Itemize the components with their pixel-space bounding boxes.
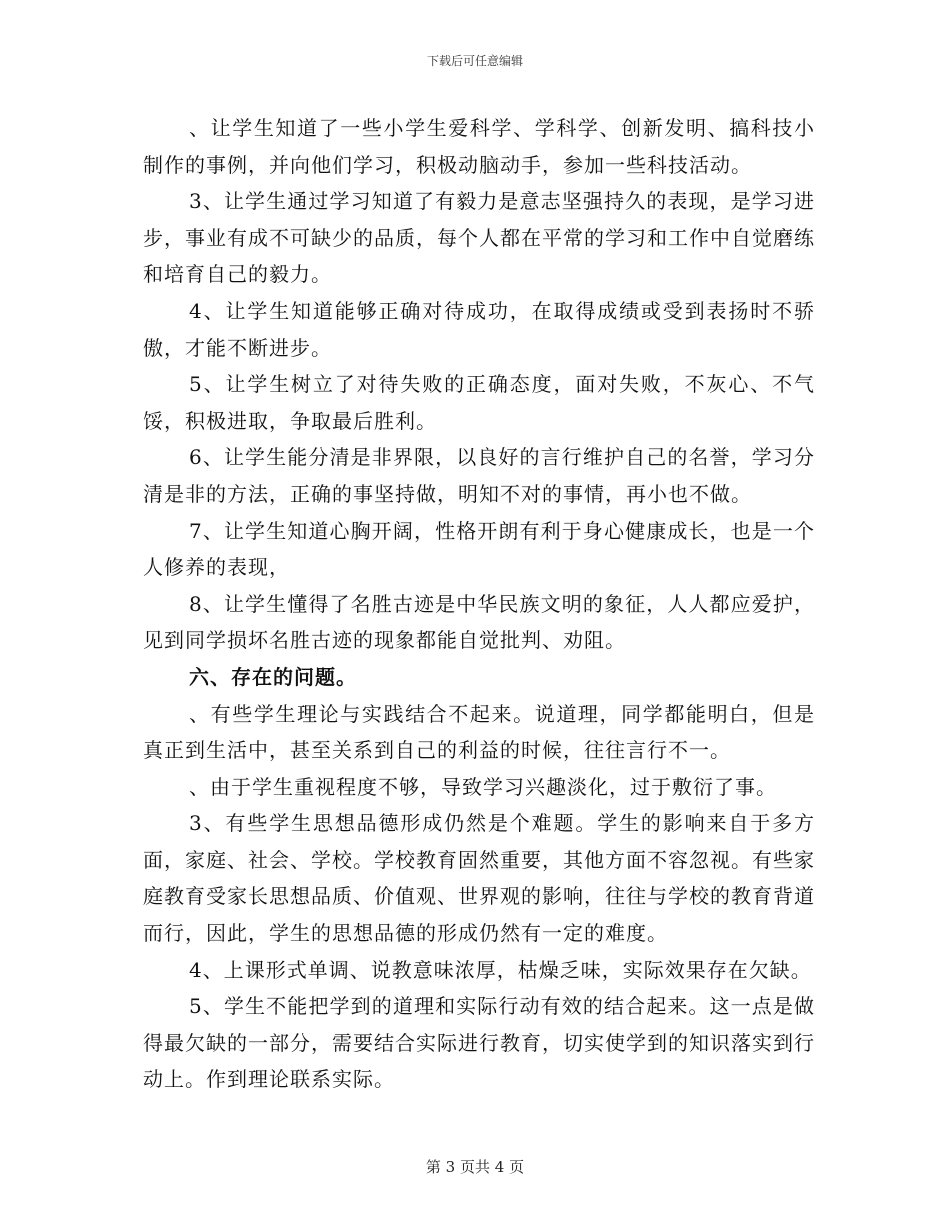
page-footer: 第 3 页共 4 页	[425, 1158, 525, 1176]
problem-item-1: 、有些学生理论与实践结合不起来。说道理，同学都能明白，但是真正到生活中，甚至关系到自己的利益的时候，往往言行不一。	[143, 701, 815, 763]
paragraph-item-3: 3、让学生通过学习知道了有毅力是意志坚强持久的表现，是学习进步，事业有成不可缺少的品质，每个人都在平常的学习和工作中自觉磨练和培育自己的毅力。	[143, 189, 815, 287]
problem-item-5: 5、学生不能把学到的道理和实际行动有效的结合起来。这一点是做得最欠缺的一部分，需要结合实际进行教育，切实使学到的知识落实到行动上。作到理论联系实际。	[143, 994, 815, 1092]
paragraph-item-8: 8、让学生懂得了名胜古迹是中华民族文明的象征，人人都应爱护，见到同学损坏名胜古迹的现象都能自觉批判、劝阻。	[143, 591, 815, 653]
section-heading-problems: 六、存在的问题。	[189, 664, 357, 689]
problem-item-2: 、由于学生重视程度不够，导致学习兴趣淡化，过于敷衍了事。	[189, 774, 777, 799]
page-header: 下载后可任意编辑	[426, 54, 523, 68]
paragraph-item-5: 5、让学生树立了对待失败的正确态度，面对失败，不灰心、不气馁，积极进取，争取最后胜利。	[143, 372, 815, 433]
problem-item-3: 3、有些学生思想品德形成仍然是个难题。学生的影响来自于多方面，家庭、社会、学校。学校教育固然重要，其他方面不容忽视。有些家庭教育受家长思想品质、价值观、世界观的影响，往往与学校的教育背道而行，因此，学生的思想品德的形成仍然有一定的难度。	[143, 811, 815, 946]
paragraph-item-2: 、让学生知道了一些小学生爱科学、学科学、创新发明、搞科技小制作的事例，并向他们学习，积极动脑动手，参加一些科技活动。	[143, 116, 815, 177]
paragraph-item-7: 7、让学生知道心胸开阔，性格开朗有利于身心健康成长，也是一个人修养的表现，	[143, 518, 815, 580]
document-body	[143, 110, 815, 1098]
paragraph-item-4: 4、让学生知道能够正确对待成功，在取得成绩或受到表扬时不骄傲，才能不断进步。	[143, 298, 815, 360]
problem-item-4: 4、上课形式单调、说教意味浓厚，枯燥乏味，实际效果存在欠缺。	[189, 957, 812, 982]
paragraph-item-6: 6、让学生能分清是非界限，以良好的言行维护自己的名誉，学习分清是非的方法，正确的事坚持做，明知不对的事情，再小也不做。	[143, 445, 815, 506]
